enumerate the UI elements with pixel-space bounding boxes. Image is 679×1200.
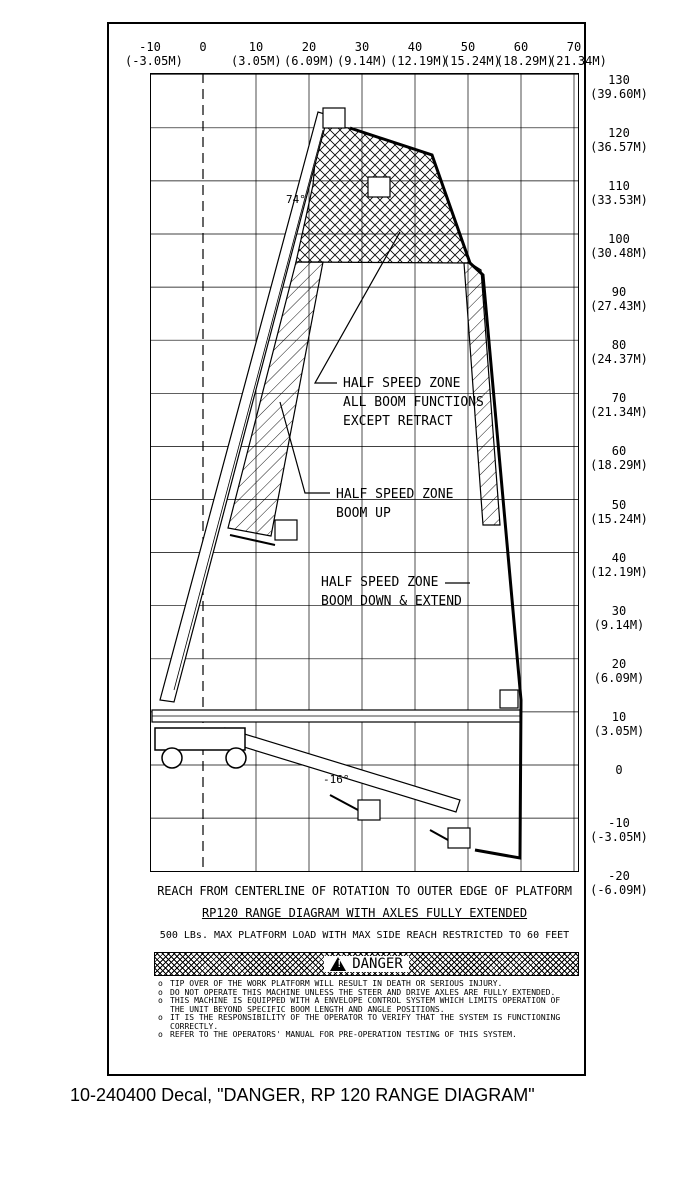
- zone-label-line: ALL BOOM FUNCTIONS: [343, 395, 484, 410]
- machine-chassis: [155, 728, 245, 750]
- danger-banner: [154, 952, 579, 976]
- y-tick-feet: 130: [608, 72, 630, 87]
- zone-label-line: HALF SPEED ZONE: [321, 575, 439, 590]
- y-tick-feet: 90: [611, 285, 627, 300]
- note-item: o REFER TO THE OPERATORS' MANUAL FOR PRE-OPERATION TESTING OF THIS SYSTEM.: [158, 1031, 578, 1040]
- y-tick-meters: (12.19M): [590, 564, 648, 579]
- x-tick-feet: 50: [460, 40, 476, 54]
- wheel-front: [226, 748, 246, 768]
- jib-mid: [230, 535, 275, 545]
- x-tick-feet: 10: [248, 40, 264, 54]
- x-tick-meters: (18.29M): [496, 54, 554, 68]
- y-tick-feet: 30: [611, 603, 627, 618]
- x-tick-meters: (21.34M): [549, 54, 607, 68]
- y-tick-meters: (15.24M): [590, 511, 648, 526]
- y-tick-meters: (24.37M): [590, 352, 648, 367]
- danger-label: DANGER: [352, 956, 403, 972]
- jib-bottom: [430, 830, 448, 840]
- y-tick-feet: 10: [611, 709, 627, 724]
- y-tick-meters: (27.43M): [590, 299, 648, 314]
- warning-triangle-icon: [330, 957, 346, 971]
- platform-mid: [275, 520, 297, 540]
- platform-top: [323, 108, 345, 128]
- y-tick-meters: (21.34M): [590, 405, 648, 420]
- y-tick-feet: -20: [608, 869, 630, 884]
- y-tick-meters: (18.29M): [590, 458, 648, 473]
- y-tick-feet: 110: [608, 178, 630, 193]
- y-tick-feet: 50: [611, 497, 627, 512]
- y-tick-feet: 0: [615, 763, 623, 777]
- y-tick-meters: (6.09M): [593, 670, 645, 685]
- zone-label-line: HALF SPEED ZONE: [336, 487, 454, 502]
- note-item: o TIP OVER OF THE WORK PLATFORM WILL RESULT IN DEATH OR SERIOUS INJURY.: [158, 980, 578, 989]
- x-tick-meters: (12.19M): [390, 54, 448, 68]
- platform-lower: [358, 800, 380, 820]
- y-tick-meters: (30.48M): [590, 246, 648, 260]
- x-tick-meters: (-3.05M): [125, 54, 183, 68]
- note-item: o IT IS THE RESPONSIBILITY OF THE OPERATOR TO VERIFY THAT THE SYSTEM IS FUNCTIONING CORRECTLY.: [158, 1014, 578, 1031]
- x-tick-meters: (15.24M): [443, 54, 501, 68]
- zone-label-line: EXCEPT RETRACT: [343, 414, 453, 429]
- zone-label-line: HALF SPEED ZONE: [343, 376, 461, 391]
- x-tick-meters: (9.14M): [337, 54, 388, 68]
- danger-label-wrap: [324, 956, 409, 972]
- platform-horizontal: [500, 690, 518, 708]
- zone-label-boom-down: [321, 573, 462, 611]
- y-tick-feet: 20: [611, 656, 627, 671]
- note-item: o THIS MACHINE IS EQUIPPED WITH A ENVELOPE CONTROL SYSTEM WHICH LIMITS OPERATION OF THE UNIT BEYOND SPECIFIC BOOM LENGTH AND ANGLE POSITIONS.: [158, 997, 578, 1014]
- wheel-rear: [162, 748, 182, 768]
- y-tick-feet: -10: [608, 816, 630, 831]
- y-tick-feet: 100: [608, 232, 630, 246]
- y-tick-meters: (39.60M): [590, 86, 648, 101]
- y-tick-meters: (9.14M): [593, 617, 645, 632]
- y-tick-feet: 120: [608, 125, 630, 140]
- y-tick-feet: 80: [611, 338, 627, 353]
- load-caption: 500 LBs. MAX PLATFORM LOAD WITH MAX SIDE REACH RESTRICTED TO 60 FEET: [159, 930, 570, 941]
- y-tick-feet: 60: [611, 444, 627, 459]
- x-tick-feet: -10: [139, 40, 161, 54]
- note-item: o DO NOT OPERATE THIS MACHINE UNLESS THE STEER AND DRIVE AXLES ARE FULLY EXTENDED.: [158, 989, 578, 998]
- decal-caption: 10-240400 Decal, "DANGER, RP 120 RANGE DIAGRAM": [70, 1085, 535, 1105]
- y-tick-meters: (-3.05M): [590, 830, 648, 845]
- x-tick-feet: 70: [566, 40, 582, 54]
- reach-caption: REACH FROM CENTERLINE OF ROTATION TO OUTER EDGE OF PLATFORM: [157, 884, 572, 898]
- y-tick-feet: 40: [611, 550, 627, 565]
- y-tick-feet: 70: [611, 391, 627, 406]
- x-tick-meters: (3.05M): [231, 54, 282, 68]
- y-tick-meters: (-6.09M): [590, 883, 648, 898]
- x-tick-meters: (6.09M): [284, 54, 335, 68]
- x-tick-feet: 60: [513, 40, 529, 54]
- x-tick-feet: 30: [354, 40, 370, 54]
- jib-lower: [330, 795, 358, 810]
- y-tick-meters: (3.05M): [593, 723, 645, 738]
- platform-upper: [368, 177, 390, 197]
- boom-minus-16-degrees: [221, 728, 460, 812]
- zone-label-line: BOOM UP: [336, 506, 391, 521]
- zone-label-boom-up: [336, 485, 453, 523]
- zone-label-line: BOOM DOWN & EXTEND: [321, 594, 462, 609]
- x-tick-feet: 20: [301, 40, 317, 54]
- x-tick-feet: 0: [199, 40, 207, 54]
- angle-up-label: 74°: [286, 193, 306, 206]
- platform-bottom: [448, 828, 470, 848]
- y-tick-meters: (36.57M): [590, 139, 648, 154]
- zone-label-all-functions: [343, 374, 484, 431]
- angle-down-label: -16°: [323, 773, 350, 786]
- y-tick-meters: (33.53M): [590, 192, 648, 207]
- x-tick-feet: 40: [407, 40, 423, 54]
- warning-notes: [158, 980, 578, 1040]
- diagram-title: RP120 RANGE DIAGRAM WITH AXLES FULLY EXTENDED: [201, 906, 528, 920]
